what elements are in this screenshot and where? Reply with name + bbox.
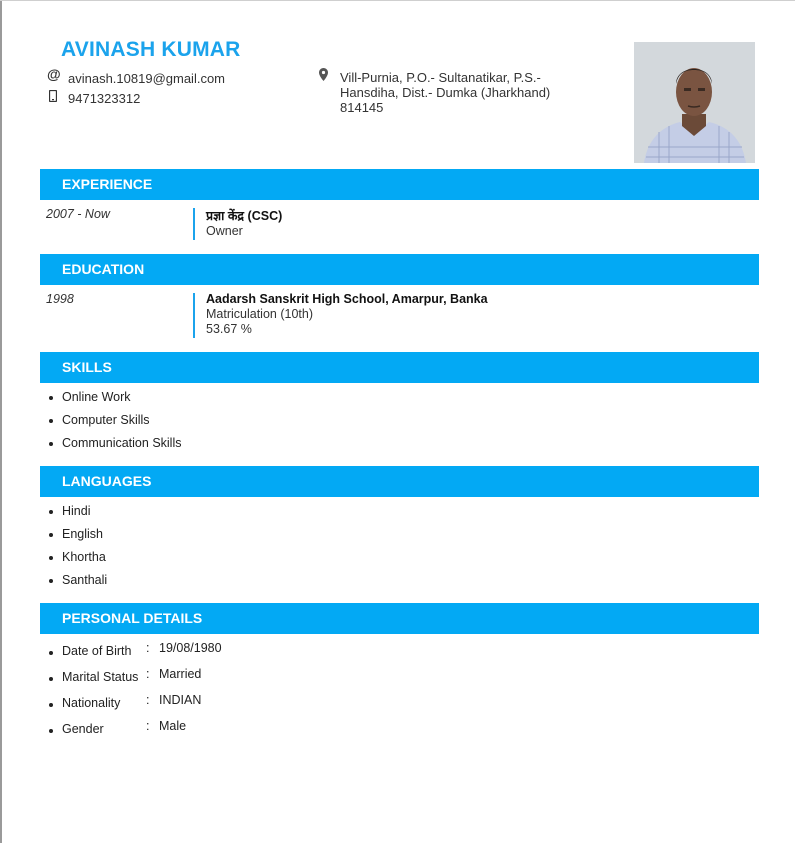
- personal-value: 19/08/1980: [159, 641, 222, 655]
- skill-item: Computer Skills: [40, 412, 181, 435]
- page-top-border: [0, 0, 795, 1]
- candidate-name: AVINASH KUMAR: [61, 38, 241, 61]
- education-header: [40, 254, 759, 285]
- education-divider: [193, 293, 195, 338]
- at-icon: @: [47, 66, 61, 82]
- language-item: Hindi: [40, 503, 107, 526]
- education-school: Aadarsh Sanskrit High School, Amarpur, Banka: [206, 292, 488, 306]
- profile-photo: [634, 42, 755, 163]
- personal-row-gender: [40, 719, 440, 745]
- experience-heading: EXPERIENCE: [62, 176, 153, 192]
- experience-divider: [193, 208, 195, 240]
- bullet: [49, 729, 53, 733]
- bullet: [49, 703, 53, 707]
- education-date: 1998: [46, 292, 74, 306]
- languages-header: [40, 466, 759, 497]
- personal-separator: :: [146, 667, 150, 681]
- experience-date: 2007 - Now: [46, 207, 110, 221]
- experience-title: प्रज्ञा केंद्र (CSC): [206, 209, 283, 223]
- personal-label: Gender: [62, 722, 104, 736]
- phone-text: 9471323312: [68, 91, 141, 106]
- education-score: 53.67 %: [206, 322, 252, 336]
- address-line-2: Hansdiha, Dist.- Dumka (Jharkhand): [340, 85, 551, 100]
- bullet: [49, 651, 53, 655]
- personal-value: Male: [159, 719, 187, 733]
- languages-heading: LANGUAGES: [62, 473, 152, 489]
- language-item: Santhali: [40, 572, 107, 595]
- personal-value: INDIAN: [159, 693, 202, 707]
- skills-header: [40, 352, 759, 383]
- skill-item: Online Work: [40, 389, 181, 412]
- experience-role: Owner: [206, 224, 243, 238]
- mobile-phone-icon: [49, 89, 57, 107]
- personal-value: Married: [159, 667, 202, 681]
- address-block: [340, 70, 570, 115]
- skills-heading: SKILLS: [62, 359, 112, 375]
- personal-label: Marital Status: [62, 670, 139, 684]
- personal-separator: :: [146, 693, 150, 707]
- skills-list: [40, 389, 181, 458]
- personal-label: Date of Birth: [62, 644, 132, 658]
- address-line-3: 814145: [340, 100, 384, 115]
- personal-separator: :: [146, 719, 150, 733]
- languages-list: [40, 503, 107, 595]
- language-item: Khortha: [40, 549, 107, 572]
- map-pin-icon: [319, 68, 328, 86]
- address-line-1: Vill-Purnia, P.O.- Sultanatikar, P.S.-: [340, 70, 541, 85]
- personal-separator: :: [146, 641, 150, 655]
- personal-row-nationality: [40, 693, 440, 719]
- personal-details-heading: PERSONAL DETAILS: [62, 610, 203, 626]
- experience-header: [40, 169, 759, 200]
- education-degree: Matriculation (10th): [206, 307, 313, 321]
- page-left-border: [0, 0, 2, 843]
- personal-details-header: [40, 603, 759, 634]
- personal-label: Nationality: [62, 696, 121, 710]
- email-text: avinash.10819@gmail.com: [68, 71, 226, 86]
- language-item: English: [40, 526, 107, 549]
- personal-row-marital: [40, 667, 440, 693]
- personal-row-dob: [40, 641, 440, 667]
- skill-item: Communication Skills: [40, 435, 181, 458]
- bullet: [49, 677, 53, 681]
- education-heading: EDUCATION: [62, 261, 145, 277]
